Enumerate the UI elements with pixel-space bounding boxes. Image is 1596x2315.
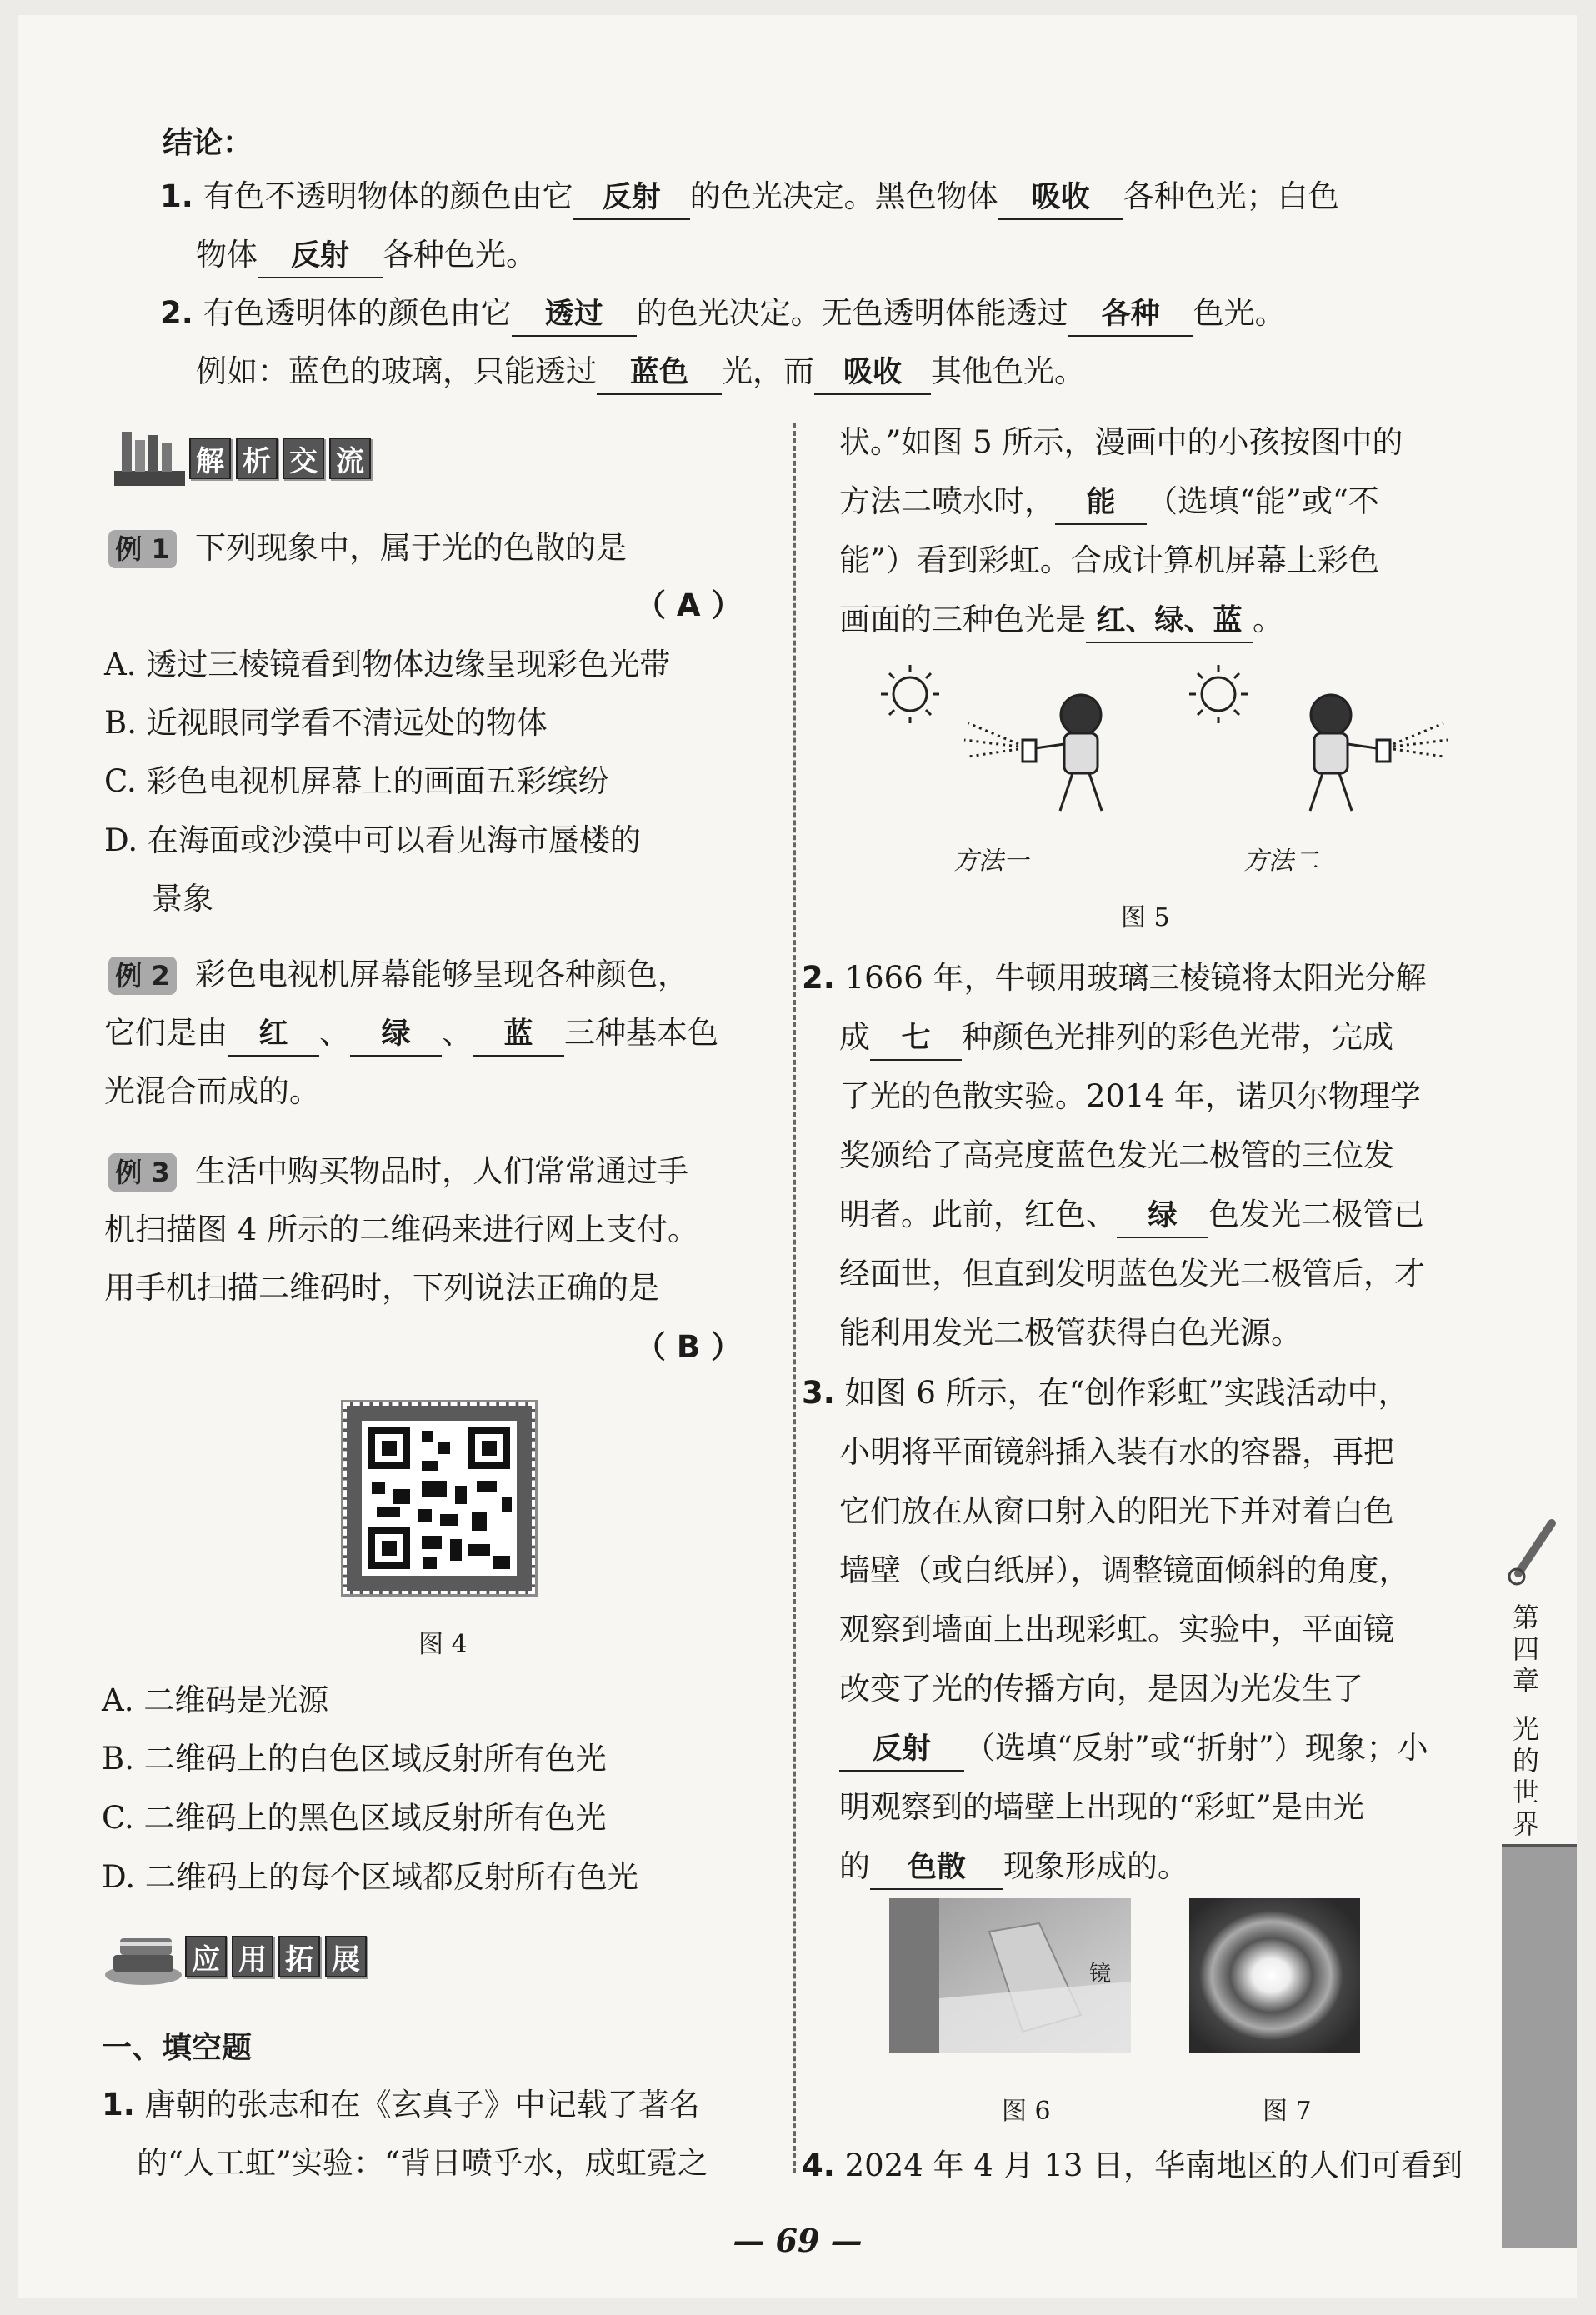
textbook-page — [18, 15, 1577, 2298]
method-2-label: 方法二 — [1243, 847, 1318, 876]
example-2-line-2: 它们是由 红 、 绿 、 蓝 三种基本色 — [104, 1010, 718, 1057]
item-number: 2. — [160, 295, 193, 331]
fill-in-section-title: 一、填空题 — [102, 2031, 253, 2065]
q2-line-2: 成 七 种颜色光排列的彩色光带，完成 — [839, 1014, 1393, 1061]
answer-blank: 绿 — [1117, 1195, 1208, 1238]
answer-blank: 七 — [870, 1018, 962, 1061]
figure-6-caption: 图 6 — [1002, 2097, 1051, 2126]
chapter-side-tab — [1502, 1515, 1577, 1840]
section-tile: 交 — [283, 438, 324, 479]
example-1-option-d: D. 在海面或沙漠中可以看见海市蜃楼的 — [104, 822, 641, 858]
example-3-option-b: B. 二维码上的白色区域反射所有色光 — [102, 1741, 607, 1777]
answer-blank: 吸收 — [814, 352, 931, 395]
example-badge: 例 2 — [108, 957, 177, 995]
example-3-option-a: A. 二维码是光源 — [102, 1682, 329, 1718]
q3-line-9: 的 色散 现象形成的。 — [839, 1843, 1188, 1890]
figure-4-caption: 图 4 — [418, 1630, 468, 1659]
example-2-line-3: 光混合而成的。 — [104, 1073, 320, 1109]
answer-blank: 反射 — [573, 177, 690, 220]
example-1-option-d-cont: 景象 — [152, 881, 213, 917]
q3-line-7: 反射 （选填“反射”或“折射”）现象；小 — [839, 1725, 1428, 1772]
q1-line-1: 1. 唐朝的张志和在《玄真子》中记载了著名 — [102, 2087, 700, 2122]
conclusion-item-2-line-2: 例如：蓝色的玻璃，只能透过 蓝色 光，而 吸收 其他色光。 — [196, 348, 1085, 395]
answer-blank: 绿 — [350, 1013, 442, 1057]
item-number: 1. — [160, 178, 193, 214]
section-tile: 流 — [329, 438, 371, 479]
q3-line-4: 墙壁（或白纸屏），调整镜面倾斜的角度， — [839, 1552, 1410, 1588]
answer-blank: 反射 — [839, 1728, 964, 1772]
method-1-label: 方法一 — [953, 847, 1028, 876]
section-tile: 用 — [232, 1936, 273, 1978]
example-badge: 例 3 — [108, 1153, 177, 1192]
conclusion-item-1-line-1: 1. 有色不透明物体的颜色由它 反射 的色光决定。黑色物体 吸收 各种色光；白色 — [160, 173, 1339, 220]
example-1-option-b: B. 近视眼同学看不清远处的物体 — [104, 705, 548, 741]
example-badge: 例 1 — [108, 530, 177, 568]
example-3-option-d: D. 二维码上的每个区域都反射所有色光 — [102, 1859, 638, 1895]
q1-cont-line-3: 能”）看到彩虹。合成计算机屏幕上彩色 — [839, 542, 1379, 578]
side-tab-bar — [1502, 1844, 1577, 2248]
q3-line-1: 3. 如图 6 所示，在“创作彩虹”实践活动中， — [802, 1375, 1409, 1411]
example-1-option-a: A. 透过三棱镜看到物体边缘呈现彩色光带 — [104, 647, 671, 682]
section-tile: 解 — [189, 438, 231, 479]
sun-icon — [881, 665, 939, 723]
example-3-line-1: 例 3 生活中购买物品时，人们常常通过手 — [108, 1148, 688, 1195]
conclusion-item-2-line-1: 2. 有色透明体的颜色由它 透过 的色光决定。无色透明体能透过 各种 色光。 — [160, 290, 1286, 337]
child-spraying-right — [1310, 695, 1448, 811]
section-tile: 析 — [236, 438, 278, 479]
q1-cont-line-1: 状。”如图 5 所示，漫画中的小孩按图中的 — [839, 424, 1403, 460]
example-2-line-1: 例 2 彩色电视机屏幕能够呈现各种颜色， — [108, 952, 688, 998]
q4-line-1: 4. 2024 年 4 月 13 日，华南地区的人们可看到 — [802, 2148, 1463, 2183]
answer-blank: 吸收 — [998, 177, 1123, 220]
chapter-title: 光的世界 — [1512, 1713, 1539, 1840]
figure-7-caption: 图 7 — [1263, 2097, 1312, 2126]
figure-5-illustration — [860, 657, 1477, 832]
answer-blank: 能 — [1055, 482, 1147, 525]
chapter-number: 第四章 — [1512, 1602, 1539, 1697]
conclusion-item-1-line-2: 物体 反射 各种色光。 — [196, 232, 537, 278]
books-icon — [110, 425, 189, 492]
example-3-answer: （ B ） — [635, 1328, 742, 1365]
example-3-line-3: 用手机扫描二维码时，下列说法正确的是 — [104, 1270, 659, 1306]
example-1-answer: （ A ） — [635, 587, 743, 623]
answer-blank: 色散 — [870, 1847, 1003, 1890]
q2-line-1: 2. 1666 年，牛顿用玻璃三棱镜将太阳光分解 — [802, 960, 1427, 996]
q3-line-8: 明观察到的墙壁上出现的“彩虹”是由光 — [839, 1789, 1364, 1825]
answer-blank: 红、绿、蓝 — [1086, 600, 1253, 643]
answer-blank: 蓝色 — [597, 352, 722, 395]
q3-line-3: 它们放在从窗口射入的阳光下并对着白色 — [839, 1493, 1394, 1529]
q2-line-7: 能利用发光二极管获得白色光源。 — [839, 1315, 1302, 1351]
q1-cont-line-2: 方法二喷水时， 能 （选填“能”或“不 — [839, 478, 1379, 525]
q3-line-5: 观察到墙面上出现彩虹。实验中，平面镜 — [839, 1612, 1394, 1648]
q1-line-2: 的“人工虹”实验：“背日喷乎水，成虹霓之 — [137, 2145, 708, 2181]
pen-nib-icon — [1502, 1515, 1560, 1590]
q2-line-6: 经面世，但直到发明蓝色发光二极管后，才 — [839, 1256, 1425, 1292]
q2-line-3: 了光的色散实验。2014 年，诺贝尔物理学 — [839, 1078, 1421, 1114]
qr-code-image — [343, 1402, 535, 1594]
conclusion-title: 结论： — [163, 126, 253, 160]
answer-blank: 红 — [228, 1013, 319, 1057]
figure-7-photo — [1189, 1898, 1360, 2052]
mirror-label: 镜 — [1089, 1962, 1112, 1987]
child-spraying-left — [964, 695, 1102, 811]
section-tile: 拓 — [278, 1936, 320, 1978]
example-1-option-c: C. 彩色电视机屏幕上的画面五彩缤纷 — [104, 763, 609, 799]
q3-line-6: 改变了光的传播方向，是因为光发生了 — [839, 1671, 1363, 1707]
section-tile: 应 — [185, 1936, 227, 1978]
answer-blank: 反射 — [258, 235, 383, 278]
q2-line-4: 奖颁给了高亮度蓝色发光二极管的三位发 — [839, 1138, 1394, 1173]
example-1-question: 例 1 下列现象中，属于光的色散的是 — [108, 525, 627, 572]
answer-blank: 蓝 — [473, 1013, 564, 1057]
q3-line-2: 小明将平面镜斜插入装有水的容器，再把 — [839, 1434, 1394, 1470]
column-divider — [793, 423, 796, 2173]
section-header-apply — [102, 1923, 372, 1990]
answer-blank: 透过 — [512, 293, 637, 337]
book-stack-icon — [102, 1923, 185, 1990]
q1-cont-line-4: 画面的三种色光是 红、绿、蓝 。 — [839, 597, 1283, 643]
example-3-option-c: C. 二维码上的黑色区域反射所有色光 — [102, 1800, 607, 1836]
figure-5-caption: 图 5 — [1121, 903, 1170, 932]
answer-blank: 各种 — [1068, 293, 1193, 337]
section-tile: 展 — [325, 1936, 367, 1978]
example-3-line-2: 机扫描图 4 所示的二维码来进行网上支付。 — [104, 1212, 699, 1248]
page-number: — 69 — — [733, 2222, 863, 2259]
section-header-analysis — [110, 425, 376, 492]
q2-line-5: 明者。此前，红色、 绿 色发光二极管已 — [839, 1192, 1424, 1238]
